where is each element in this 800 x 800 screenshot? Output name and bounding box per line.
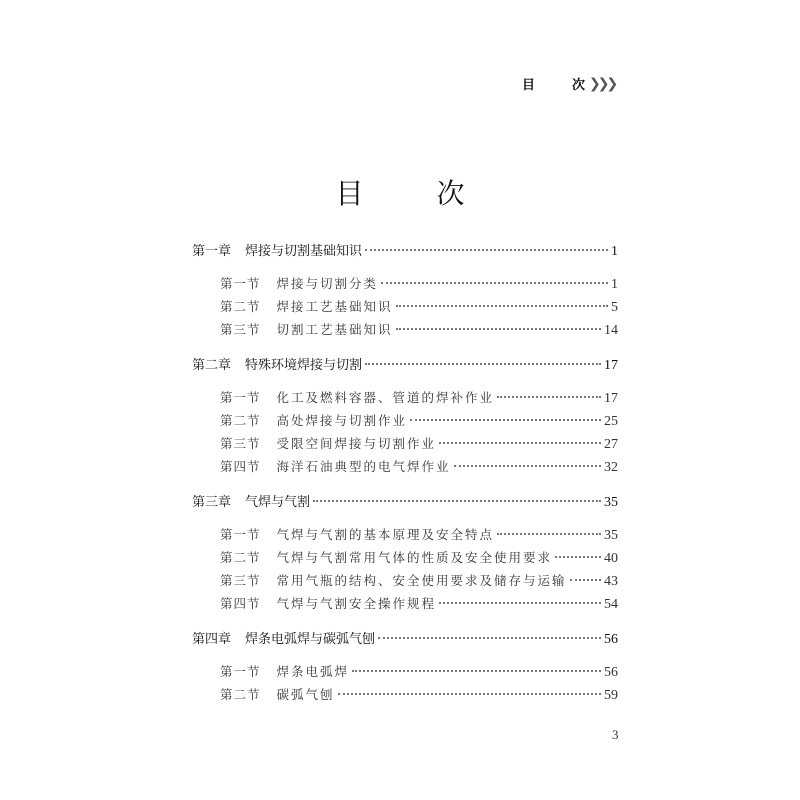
section-number: 第一节 [220, 390, 261, 405]
section-number: 第二节 [220, 413, 261, 428]
running-header-left: 目 [522, 78, 536, 93]
toc-chapter-2[interactable] [192, 354, 618, 376]
section-title: 气焊与气割常用气体的性质及安全使用要求 [276, 550, 553, 565]
toc-section[interactable] [192, 434, 618, 457]
dot-leader [378, 636, 601, 639]
dot-leader [555, 555, 601, 558]
section-title: 海洋石油典型的电气焊作业 [276, 459, 451, 474]
running-header-right: 次 [572, 78, 586, 93]
section-page: 17 [604, 391, 618, 406]
section-title: 气焊与气割安全操作规程 [276, 596, 437, 611]
chevrons-right-icon: ❯❯❯ [589, 75, 616, 92]
section-title: 焊条电弧焊 [276, 664, 350, 679]
section-number: 第四节 [220, 459, 261, 474]
toc-section[interactable] [192, 525, 618, 548]
section-number: 第三节 [220, 573, 261, 588]
chapter-number: 第四章 [192, 632, 232, 647]
toc-section[interactable] [192, 457, 618, 480]
dot-leader [396, 327, 601, 330]
toc-section[interactable] [192, 571, 618, 594]
dot-leader [365, 362, 601, 365]
page-title-left: 目 [335, 177, 364, 210]
section-title: 焊接与切割分类 [276, 276, 379, 291]
toc-section[interactable] [192, 297, 618, 320]
dot-leader [497, 395, 601, 398]
section-number: 第一节 [220, 276, 261, 291]
section-number: 第一节 [220, 527, 261, 542]
toc-section[interactable] [192, 548, 618, 571]
section-page: 14 [604, 323, 618, 338]
section-title: 高处焊接与切割作业 [276, 413, 408, 428]
table-of-contents [192, 240, 618, 719]
page-number: 3 [612, 727, 619, 742]
section-page: 25 [604, 414, 618, 429]
page-title-right: 次 [436, 177, 465, 210]
dot-leader [570, 578, 601, 581]
chapter-title: 焊接与切割基础知识 [245, 244, 363, 259]
toc-section[interactable] [192, 388, 618, 411]
dot-leader [439, 441, 601, 444]
section-title: 碳弧气刨 [276, 687, 335, 702]
dot-leader [396, 304, 608, 307]
chapter-title: 焊条电弧焊与碳弧气刨 [245, 632, 376, 647]
chapter-number: 第二章 [192, 358, 232, 373]
toc-section[interactable] [192, 662, 618, 685]
dot-leader [410, 418, 601, 421]
running-header [522, 74, 615, 93]
section-title: 常用气瓶的结构、安全使用要求及储存与运输 [276, 573, 567, 588]
toc-section[interactable] [192, 320, 618, 343]
chapter-title: 特殊环境焊接与切割 [245, 358, 363, 373]
chapter-title: 气焊与气割 [245, 495, 311, 510]
chapter-page: 17 [604, 358, 618, 373]
dot-leader [313, 499, 601, 502]
section-number: 第三节 [220, 322, 261, 337]
section-title: 气焊与气割的基本原理及安全特点 [276, 527, 495, 542]
section-number: 第二节 [220, 687, 261, 702]
section-page: 35 [604, 528, 618, 543]
dot-leader [454, 464, 601, 467]
dot-leader [381, 281, 608, 284]
section-page: 56 [604, 665, 618, 680]
section-number: 第一节 [220, 664, 261, 679]
chapter-number: 第三章 [192, 495, 232, 510]
dot-leader [338, 692, 601, 695]
dot-leader [365, 248, 608, 251]
section-title: 化工及燃料容器、管道的焊补作业 [276, 390, 495, 405]
toc-section[interactable] [192, 594, 618, 617]
section-number: 第四节 [220, 596, 261, 611]
section-page: 43 [604, 574, 618, 589]
section-title: 焊接工艺基础知识 [276, 299, 393, 314]
section-page: 40 [604, 551, 618, 566]
section-number: 第二节 [220, 550, 261, 565]
chapter-page: 1 [611, 244, 618, 259]
toc-chapter-1[interactable] [192, 240, 618, 262]
section-page: 32 [604, 460, 618, 475]
section-page: 1 [611, 277, 618, 292]
dot-leader [497, 532, 601, 535]
toc-chapter-4[interactable] [192, 628, 618, 650]
section-page: 54 [604, 597, 618, 612]
dot-leader [439, 601, 601, 604]
section-page: 27 [604, 437, 618, 452]
section-number: 第二节 [220, 299, 261, 314]
toc-section[interactable] [192, 274, 618, 297]
section-page: 5 [611, 300, 618, 315]
toc-chapter-3[interactable] [192, 491, 618, 513]
chapter-page: 56 [604, 632, 618, 647]
section-number: 第三节 [220, 436, 261, 451]
section-title: 切割工艺基础知识 [276, 322, 393, 337]
dot-leader [352, 669, 601, 672]
page-title [0, 172, 800, 212]
chapter-page: 35 [604, 495, 618, 510]
section-title: 受限空间焊接与切割作业 [276, 436, 437, 451]
section-page: 59 [604, 688, 618, 703]
toc-section[interactable] [192, 411, 618, 434]
toc-section[interactable] [192, 685, 618, 708]
chapter-number: 第一章 [192, 244, 232, 259]
